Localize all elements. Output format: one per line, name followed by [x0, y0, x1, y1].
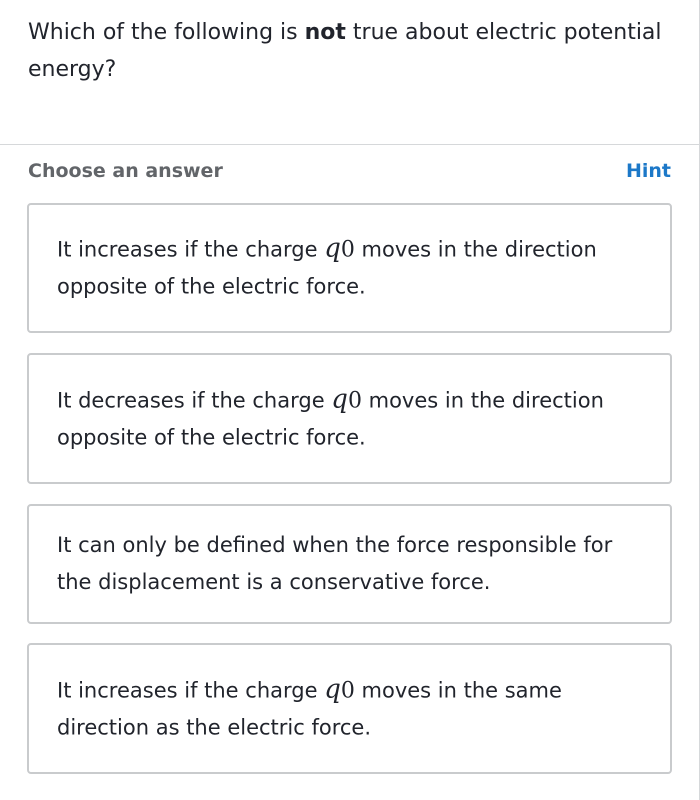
charge-subscript: 0: [340, 237, 355, 263]
section-divider: [0, 144, 700, 145]
charge-subscript: 0: [347, 388, 362, 413]
answer-choice-b[interactable]: [27, 353, 672, 484]
choice-text-before: It decreases if the charge: [57, 388, 332, 412]
choice-text-after: moves in the direction opposite of the electric force.: [57, 237, 597, 299]
charge-symbol: [324, 674, 355, 704]
charge-letter: q: [324, 674, 341, 704]
answer-choice-c[interactable]: [27, 504, 672, 624]
choice-text-before: It increases if the charge: [57, 678, 325, 702]
answer-choice-d[interactable]: [27, 643, 672, 774]
choice-text-after: moves in the direction opposite of the electric force.: [57, 388, 604, 449]
answer-choice-text: [57, 671, 646, 746]
answer-choice-text: [57, 231, 646, 306]
question-suffix: true about electric potential energy?: [28, 20, 662, 82]
charge-subscript: 0: [340, 678, 355, 703]
charge-symbol: [331, 384, 362, 414]
charge-symbol: [324, 234, 355, 264]
charge-letter: q: [324, 233, 341, 264]
choose-answer-label: Choose an answer: [28, 160, 223, 182]
answer-choice-text: [57, 381, 646, 456]
hint-button[interactable]: Hint: [625, 160, 671, 182]
question-emphasis: not: [304, 20, 346, 45]
question-prefix: Which of the following is: [28, 20, 305, 45]
choice-text-after: moves in the same direction as the electric force.: [57, 678, 562, 739]
question-prompt: [28, 14, 678, 88]
charge-letter: q: [331, 384, 348, 414]
answer-choice-a[interactable]: [27, 203, 672, 333]
answer-choice-text: It can only be defined when the force responsible for the displacement is a conservative force.: [57, 533, 613, 594]
choice-text-before: It increases if the charge: [57, 237, 325, 262]
